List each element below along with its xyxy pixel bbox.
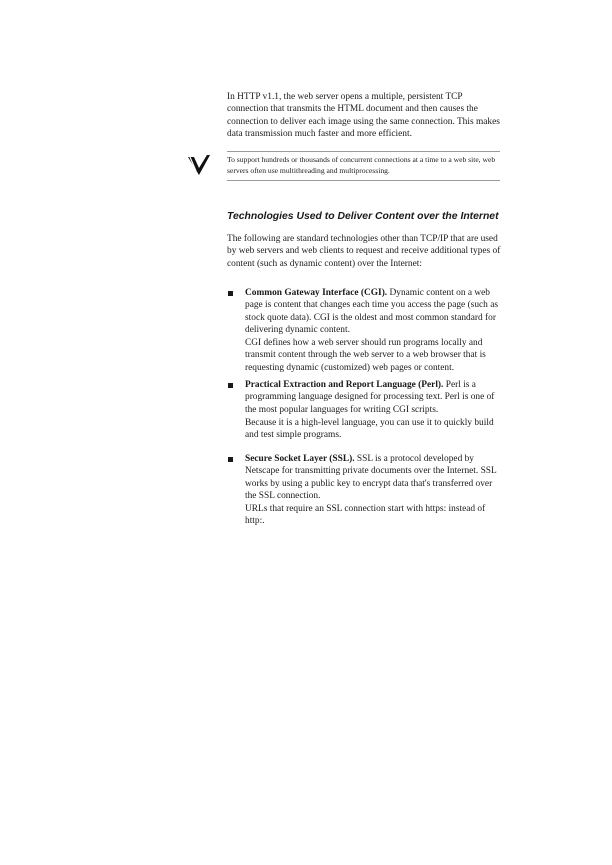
desc-perl: Perl is a programming language designed for processing text. Perl is one of the most popular languages for writing CGI scripts. <box>245 380 495 415</box>
section-heading: Technologies Used to Deliver Content over the Internet <box>227 211 499 222</box>
desc-ssl: SSL is a protocol developed by Netscape for transmitting private documents over the Internet. SSL works by using a public key to encrypt data that's transferred over the SSL connection. <box>245 454 497 502</box>
bullet-marker <box>228 291 233 296</box>
list-item-ssl <box>245 453 503 503</box>
term-perl: Practical Extraction and Report Language (Perl). <box>245 380 444 390</box>
term-cgi: Common Gateway Interface (CGI). <box>245 288 388 298</box>
desc-cgi: Dynamic content on a web page is content that changes each time you access the page (such as stock quote data). CGI is the oldest and most common standard for delivering dynamic content. <box>245 288 499 336</box>
list-item-perl <box>245 379 503 416</box>
term-ssl: Secure Socket Layer (SSL). <box>245 454 355 464</box>
lead-paragraph: The following are standard technologies other than TCP/IP that are used by web servers and web clients to request and receive additional types of content (such as dynamic content) over the Internet: <box>227 234 501 269</box>
note-ssl: URLs that require an SSL connection start with https: instead of http:. <box>245 504 486 527</box>
note-perl: Because it is a high-level language, you can use it to quickly build and test simple programs. <box>245 418 494 441</box>
tip-text: To support hundreds or thousands of concurrent connections at a time to a web site, web servers often use multithreading and multiprocessing. <box>227 155 496 175</box>
intro-paragraph: In HTTP v1.1, the web server opens a multiple, persistent TCP connection that transmits the HTML document and then causes the connection to deliver each image using the same connection. This makes data transmission much faster and more efficient. <box>227 92 500 140</box>
checkmark-tip-icon <box>187 154 211 176</box>
bullet-marker <box>228 457 233 462</box>
bullet-marker <box>228 383 233 388</box>
list-item-cgi <box>245 287 503 337</box>
tip-bottom-rule <box>227 180 500 181</box>
note-cgi: CGI defines how a web server should run programs locally and transmit content through the web server to a web browser that is requesting dynamic (customized) web pages or content. <box>245 338 486 373</box>
tip-top-rule <box>227 151 500 152</box>
